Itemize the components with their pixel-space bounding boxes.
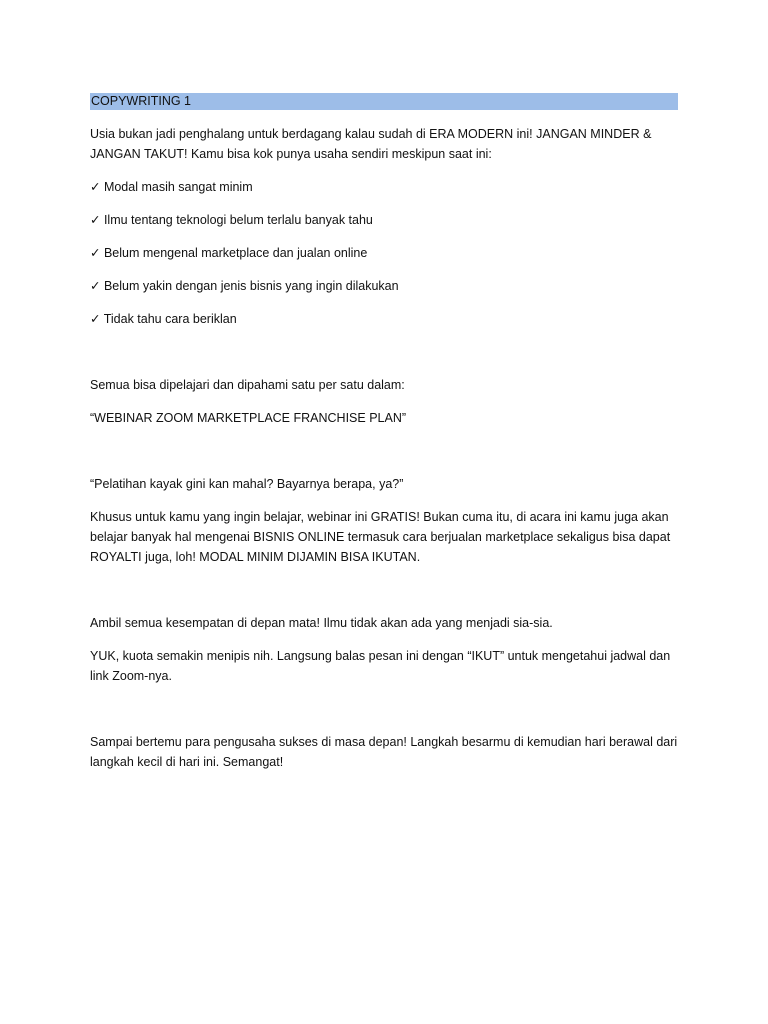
opportunity-paragraph: Ambil semua kesempatan di depan mata! Ilmu tidak akan ada yang menjadi sia-sia. — [90, 616, 553, 630]
checklist-item: ✓ Modal masih sangat minim — [90, 180, 253, 194]
intro-paragraph: Usia bukan jadi penghalang untuk berdagang kalau sudah di ERA MODERN ini! JANGAN MINDER & JANGAN TAKUT! Kamu bisa kok punya usaha sendiri meskipun saat ini: — [90, 127, 652, 161]
call-to-action-paragraph: YUK, kuota semakin menipis nih. Langsung balas pesan ini dengan “IKUT” untuk mengetahui jadwal dan link Zoom-nya. — [90, 649, 671, 683]
document-body — [90, 93, 678, 772]
checklist-item: ✓ Ilmu tentang teknologi belum terlalu banyak tahu — [90, 213, 373, 227]
document-heading: COPYWRITING 1 — [90, 93, 678, 110]
checklist-item: ✓ Tidak tahu cara beriklan — [90, 312, 237, 326]
webinar-title: “WEBINAR ZOOM MARKETPLACE FRANCHISE PLAN” — [90, 411, 407, 425]
checklist-item: ✓ Belum mengenal marketplace dan jualan online — [90, 246, 368, 260]
answer-paragraph: Khusus untuk kamu yang ingin belajar, webinar ini GRATIS! Bukan cuma itu, di acara ini kamu juga akan belajar banyak hal mengenai BISNIS ONLINE termasuk cara berjualan marketplace sekaligus bisa dapat ROYALTI juga, loh! MODAL MINIM DIJAMIN BISA IKUTAN. — [90, 510, 671, 564]
closing-paragraph: Sampai bertemu para pengusaha sukses di masa depan! Langkah besarmu di kemudian hari berawal dari langkah kecil di hari ini. Semangat! — [90, 735, 678, 769]
learn-line: Semua bisa dipelajari dan dipahami satu per satu dalam: — [90, 378, 405, 392]
checklist — [90, 177, 678, 329]
question-paragraph: “Pelatihan kayak gini kan mahal? Bayarnya berapa, ya?” — [90, 477, 404, 491]
checklist-item: ✓ Belum yakin dengan jenis bisnis yang ingin dilakukan — [90, 279, 399, 293]
